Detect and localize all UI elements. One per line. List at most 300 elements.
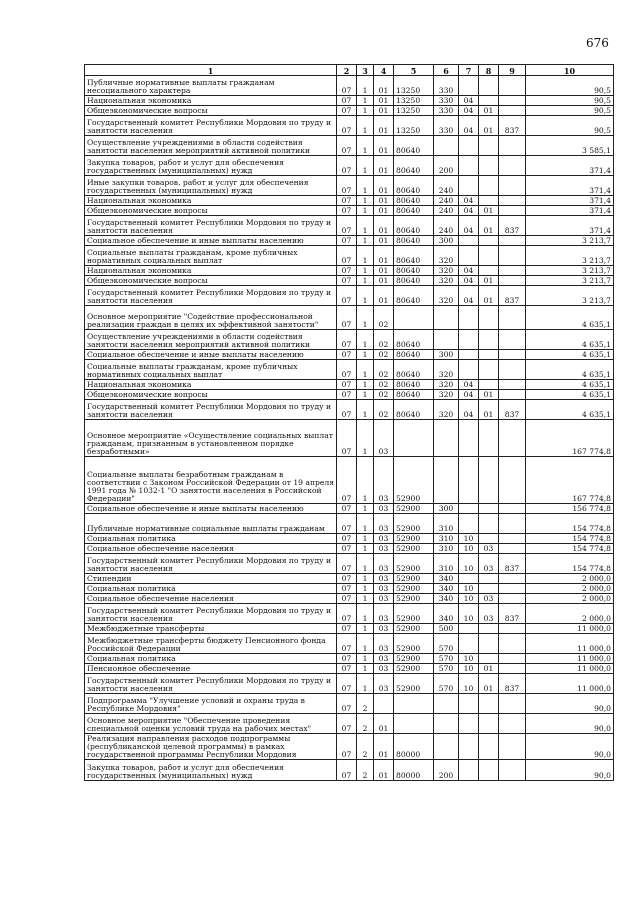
col6-value: 320 <box>434 286 459 306</box>
col2-value: 07 <box>337 584 357 594</box>
col8-value: 01 <box>479 216 499 236</box>
col7-value: 04 <box>459 390 479 400</box>
col4-value: 03 <box>374 514 394 534</box>
col8-value <box>479 76 499 96</box>
col4-value: 03 <box>374 420 394 457</box>
table-row <box>85 330 614 350</box>
col7-value <box>459 514 479 534</box>
amount-value: 90,5 <box>526 116 614 136</box>
col7-value: 10 <box>459 604 479 624</box>
col4-value: 01 <box>374 236 394 246</box>
col9-value: 837 <box>499 674 526 694</box>
table-row <box>85 504 614 514</box>
col3-value: 1 <box>357 574 374 584</box>
table-row <box>85 266 614 276</box>
col5-value <box>394 420 434 457</box>
col4-value: 01 <box>374 206 394 216</box>
col8-value <box>479 380 499 390</box>
col2-value: 07 <box>337 420 357 457</box>
col9-value: 837 <box>499 400 526 420</box>
col2-value: 07 <box>337 504 357 514</box>
col3-value: 1 <box>357 604 374 624</box>
col8-value <box>479 694 499 714</box>
col6-value: 300 <box>434 236 459 246</box>
col6-value: 320 <box>434 400 459 420</box>
col2-value: 07 <box>337 634 357 654</box>
col2-value: 07 <box>337 604 357 624</box>
row-name: Подпрограмма "Улучшение условий и охраны труда в Республике Мордовия" <box>85 694 337 714</box>
table-header-row <box>85 65 614 76</box>
col7-value: 10 <box>459 674 479 694</box>
col9-value: 837 <box>499 116 526 136</box>
col6-value: 570 <box>434 674 459 694</box>
col4-value: 01 <box>374 76 394 96</box>
col6-value <box>434 714 459 734</box>
col7-value: 04 <box>459 196 479 206</box>
table-row <box>85 544 614 554</box>
table-row <box>85 286 614 306</box>
col8-value <box>479 654 499 664</box>
col9-value <box>499 664 526 674</box>
col8-value <box>479 534 499 544</box>
amount-value: 371,4 <box>526 196 614 206</box>
col7-value <box>459 76 479 96</box>
row-name: Национальная экономика <box>85 380 337 390</box>
column-header: 4 <box>374 65 394 76</box>
col3-value: 1 <box>357 624 374 634</box>
col7-value: 04 <box>459 206 479 216</box>
col5-value: 80000 <box>394 734 434 760</box>
col6-value <box>434 306 459 330</box>
col5-value: 52900 <box>394 654 434 664</box>
col6-value: 570 <box>434 654 459 664</box>
col6-value: 200 <box>434 156 459 176</box>
col9-value <box>499 276 526 286</box>
col4-value: 02 <box>374 380 394 390</box>
col9-value <box>499 504 526 514</box>
col5-value: 52900 <box>394 544 434 554</box>
col4-value: 03 <box>374 674 394 694</box>
col2-value: 07 <box>337 554 357 574</box>
col9-value: 837 <box>499 604 526 624</box>
col7-value <box>459 306 479 330</box>
col9-value <box>499 330 526 350</box>
col7-value: 10 <box>459 664 479 674</box>
col9-value <box>499 136 526 156</box>
col5-value: 80640 <box>394 206 434 216</box>
col5-value: 52900 <box>394 674 434 694</box>
col4-value: 01 <box>374 116 394 136</box>
amount-value: 11 000,0 <box>526 634 614 654</box>
col6-value: 300 <box>434 350 459 360</box>
col3-value: 2 <box>357 694 374 714</box>
col8-value <box>479 360 499 380</box>
col7-value: 10 <box>459 554 479 574</box>
col4-value: 03 <box>374 574 394 584</box>
col9-value <box>499 206 526 216</box>
col9-value <box>499 76 526 96</box>
col8-value <box>479 330 499 350</box>
col4-value: 03 <box>374 584 394 594</box>
col5-value <box>394 694 434 714</box>
col6-value: 200 <box>434 760 459 781</box>
col8-value: 01 <box>479 674 499 694</box>
col3-value: 1 <box>357 400 374 420</box>
col9-value: 837 <box>499 554 526 574</box>
amount-value: 2 000,0 <box>526 604 614 624</box>
col3-value: 2 <box>357 760 374 781</box>
col8-value <box>479 734 499 760</box>
amount-value: 90,0 <box>526 760 614 781</box>
table-row <box>85 360 614 380</box>
col9-value <box>499 360 526 380</box>
col7-value <box>459 504 479 514</box>
col5-value: 80640 <box>394 400 434 420</box>
col8-value: 01 <box>479 400 499 420</box>
col6-value: 320 <box>434 360 459 380</box>
col6-value <box>434 694 459 714</box>
col8-value <box>479 236 499 246</box>
col7-value <box>459 156 479 176</box>
col9-value <box>499 266 526 276</box>
column-header: 2 <box>337 65 357 76</box>
col4-value: 03 <box>374 594 394 604</box>
col4-value: 02 <box>374 350 394 360</box>
table-row <box>85 206 614 216</box>
amount-value: 90,5 <box>526 106 614 116</box>
row-name: Реализация направления расходов подпрограммы (республиканской целевой программы) в рамках государственной программы Республики Мордовия <box>85 734 337 760</box>
amount-value: 167 774,8 <box>526 420 614 457</box>
row-name: Осуществление учреждениями в области содействия занятости населения мероприятий активной политики <box>85 330 337 350</box>
col7-value <box>459 624 479 634</box>
col2-value: 07 <box>337 266 357 276</box>
col9-value <box>499 634 526 654</box>
amount-value: 371,4 <box>526 216 614 236</box>
col7-value: 10 <box>459 534 479 544</box>
amount-value: 90,0 <box>526 694 614 714</box>
col9-value <box>499 534 526 544</box>
col8-value: 03 <box>479 544 499 554</box>
col3-value: 1 <box>357 286 374 306</box>
col4-value: 03 <box>374 534 394 544</box>
col5-value: 80640 <box>394 156 434 176</box>
row-name: Социальная политика <box>85 534 337 544</box>
col5-value: 80640 <box>394 236 434 246</box>
amount-value: 154 774,8 <box>526 554 614 574</box>
col7-value: 10 <box>459 584 479 594</box>
col2-value: 07 <box>337 76 357 96</box>
col6-value: 310 <box>434 534 459 544</box>
row-name: Государственный комитет Республики Мордовия по труду и занятости населения <box>85 554 337 574</box>
col5-value: 80640 <box>394 390 434 400</box>
col6-value: 320 <box>434 390 459 400</box>
col6-value <box>434 420 459 457</box>
col4-value: 01 <box>374 156 394 176</box>
col5-value: 52900 <box>394 504 434 514</box>
table-row <box>85 734 614 760</box>
column-header: 9 <box>499 65 526 76</box>
col8-value <box>479 196 499 206</box>
col2-value: 07 <box>337 286 357 306</box>
table-row <box>85 574 614 584</box>
col6-value: 340 <box>434 574 459 584</box>
row-name: Государственный комитет Республики Мордовия по труду и занятости населения <box>85 116 337 136</box>
col3-value: 1 <box>357 457 374 504</box>
table-row <box>85 400 614 420</box>
table-row <box>85 380 614 390</box>
col5-value: 52900 <box>394 664 434 674</box>
col7-value <box>459 136 479 156</box>
amount-value: 90,5 <box>526 96 614 106</box>
col3-value: 1 <box>357 76 374 96</box>
col3-value: 1 <box>357 390 374 400</box>
amount-value: 371,4 <box>526 206 614 216</box>
col5-value: 13250 <box>394 96 434 106</box>
col4-value: 01 <box>374 196 394 206</box>
row-name: Социальное обеспечение населения <box>85 594 337 604</box>
col9-value <box>499 594 526 604</box>
row-name: Социальная политика <box>85 584 337 594</box>
col8-value <box>479 457 499 504</box>
table-row <box>85 196 614 206</box>
col8-value <box>479 760 499 781</box>
row-name: Пенсионное обеспечение <box>85 664 337 674</box>
col9-value <box>499 196 526 206</box>
row-name: Социальное обеспечение и иные выплаты населению <box>85 504 337 514</box>
col9-value <box>499 96 526 106</box>
budget-table <box>84 64 614 781</box>
col9-value <box>499 176 526 196</box>
col5-value: 80640 <box>394 266 434 276</box>
col9-value <box>499 574 526 584</box>
col4-value: 01 <box>374 106 394 116</box>
col4-value: 02 <box>374 390 394 400</box>
col3-value: 1 <box>357 514 374 534</box>
col8-value <box>479 176 499 196</box>
table-row <box>85 624 614 634</box>
col5-value: 80640 <box>394 350 434 360</box>
col9-value <box>499 106 526 116</box>
table-row <box>85 514 614 534</box>
col4-value: 01 <box>374 246 394 266</box>
col2-value: 07 <box>337 350 357 360</box>
table-row <box>85 306 614 330</box>
col8-value <box>479 514 499 534</box>
col4-value: 03 <box>374 664 394 674</box>
row-name: Национальная экономика <box>85 266 337 276</box>
amount-value: 3 213,7 <box>526 276 614 286</box>
amount-value: 11 000,0 <box>526 674 614 694</box>
col3-value: 1 <box>357 534 374 544</box>
col3-value: 2 <box>357 734 374 760</box>
col8-value: 01 <box>479 276 499 286</box>
page-number: 676 <box>586 36 609 50</box>
col3-value: 1 <box>357 664 374 674</box>
row-name: Основное мероприятие "Обеспечение проведения специальной оценки условий труда на рабочих местах" <box>85 714 337 734</box>
col8-value: 01 <box>479 390 499 400</box>
amount-value: 154 774,8 <box>526 534 614 544</box>
col4-value: 01 <box>374 714 394 734</box>
row-name: Стипендии <box>85 574 337 584</box>
row-name: Общеэкономические вопросы <box>85 390 337 400</box>
amount-value: 4 635,1 <box>526 390 614 400</box>
table-row <box>85 584 614 594</box>
col8-value <box>479 136 499 156</box>
col3-value: 1 <box>357 584 374 594</box>
amount-value: 11 000,0 <box>526 624 614 634</box>
col7-value: 10 <box>459 594 479 604</box>
col8-value: 01 <box>479 206 499 216</box>
column-header: 6 <box>434 65 459 76</box>
col2-value: 07 <box>337 206 357 216</box>
row-name: Государственный комитет Республики Мордовия по труду и занятости населения <box>85 604 337 624</box>
col5-value: 80640 <box>394 286 434 306</box>
col5-value: 13250 <box>394 106 434 116</box>
col2-value: 07 <box>337 136 357 156</box>
col5-value: 52900 <box>394 624 434 634</box>
col7-value <box>459 420 479 457</box>
col6-value <box>434 330 459 350</box>
col5-value: 52900 <box>394 574 434 584</box>
col5-value: 52900 <box>394 554 434 574</box>
col9-value: 837 <box>499 286 526 306</box>
col4-value: 02 <box>374 306 394 330</box>
col6-value: 240 <box>434 216 459 236</box>
amount-value: 2 000,0 <box>526 594 614 604</box>
col5-value: 80640 <box>394 176 434 196</box>
col7-value: 04 <box>459 400 479 420</box>
row-name: Межбюджетные трансферты <box>85 624 337 634</box>
col3-value: 1 <box>357 380 374 390</box>
col3-value: 1 <box>357 360 374 380</box>
col9-value <box>499 544 526 554</box>
col6-value <box>434 734 459 760</box>
col8-value <box>479 420 499 457</box>
col4-value: 01 <box>374 286 394 306</box>
col4-value: 02 <box>374 360 394 380</box>
col9-value <box>499 390 526 400</box>
col8-value: 01 <box>479 286 499 306</box>
amount-value: 3 213,7 <box>526 286 614 306</box>
col4-value: 03 <box>374 604 394 624</box>
col2-value: 07 <box>337 276 357 286</box>
col3-value: 1 <box>357 106 374 116</box>
col8-value <box>479 624 499 634</box>
table-row <box>85 674 614 694</box>
col2-value: 07 <box>337 330 357 350</box>
col4-value: 01 <box>374 176 394 196</box>
col4-value: 02 <box>374 330 394 350</box>
col2-value: 07 <box>337 156 357 176</box>
row-name: Социальные выплаты гражданам, кроме публичных нормативных социальных выплат <box>85 246 337 266</box>
col9-value <box>499 420 526 457</box>
col4-value: 03 <box>374 457 394 504</box>
table-row <box>85 176 614 196</box>
row-name: Основное мероприятие «Осуществление социальных выплат гражданам, признанным в установленном порядке безработными» <box>85 420 337 457</box>
table-row <box>85 760 614 781</box>
col7-value <box>459 760 479 781</box>
col5-value: 52900 <box>394 584 434 594</box>
col7-value <box>459 634 479 654</box>
col8-value: 01 <box>479 664 499 674</box>
amount-value: 371,4 <box>526 176 614 196</box>
col6-value: 320 <box>434 380 459 390</box>
col5-value: 52900 <box>394 604 434 624</box>
col7-value: 04 <box>459 286 479 306</box>
row-name: Основное мероприятие "Содействие профессиональной реализации граждан в целях их эффективной занятости" <box>85 306 337 330</box>
amount-value: 90,0 <box>526 714 614 734</box>
col7-value: 10 <box>459 654 479 664</box>
amount-value: 4 635,1 <box>526 360 614 380</box>
amount-value: 3 213,7 <box>526 236 614 246</box>
col3-value: 2 <box>357 714 374 734</box>
row-name: Социальная политика <box>85 654 337 664</box>
col2-value: 07 <box>337 714 357 734</box>
row-name: Национальная экономика <box>85 96 337 106</box>
table-row <box>85 350 614 360</box>
col8-value <box>479 156 499 176</box>
col3-value: 1 <box>357 634 374 654</box>
col9-value <box>499 246 526 266</box>
col4-value: 03 <box>374 544 394 554</box>
col8-value <box>479 574 499 584</box>
row-name: Национальная экономика <box>85 196 337 206</box>
col7-value <box>459 694 479 714</box>
table-row <box>85 390 614 400</box>
col9-value <box>499 734 526 760</box>
col5-value: 80640 <box>394 380 434 390</box>
col6-value: 320 <box>434 276 459 286</box>
col6-value: 310 <box>434 544 459 554</box>
col4-value: 01 <box>374 216 394 236</box>
col3-value: 1 <box>357 330 374 350</box>
col7-value <box>459 714 479 734</box>
table-row <box>85 136 614 156</box>
table-row <box>85 76 614 96</box>
table-row <box>85 246 614 266</box>
amount-value: 11 000,0 <box>526 654 614 664</box>
col9-value <box>499 624 526 634</box>
col5-value: 52900 <box>394 457 434 504</box>
col7-value: 04 <box>459 116 479 136</box>
col4-value: 01 <box>374 136 394 156</box>
amount-value: 154 774,8 <box>526 514 614 534</box>
col3-value: 1 <box>357 420 374 457</box>
col9-value <box>499 514 526 534</box>
col7-value: 04 <box>459 276 479 286</box>
col4-value: 01 <box>374 96 394 106</box>
col2-value: 07 <box>337 216 357 236</box>
col2-value: 07 <box>337 196 357 206</box>
col6-value: 240 <box>434 176 459 196</box>
table-row <box>85 216 614 236</box>
table-row <box>85 116 614 136</box>
row-name: Социальное обеспечение и иные выплаты населению <box>85 236 337 246</box>
col6-value: 320 <box>434 246 459 266</box>
row-name: Государственный комитет Республики Мордовия по труду и занятости населения <box>85 216 337 236</box>
col3-value: 1 <box>357 554 374 574</box>
table-row <box>85 694 614 714</box>
col8-value: 03 <box>479 554 499 574</box>
row-name: Государственный комитет Республики Мордовия по труду и занятости населения <box>85 674 337 694</box>
row-name: Общеэкономические вопросы <box>85 206 337 216</box>
col7-value <box>459 360 479 380</box>
col2-value: 07 <box>337 390 357 400</box>
col5-value: 80640 <box>394 360 434 380</box>
col3-value: 1 <box>357 544 374 554</box>
col2-value: 07 <box>337 734 357 760</box>
col3-value: 1 <box>357 276 374 286</box>
